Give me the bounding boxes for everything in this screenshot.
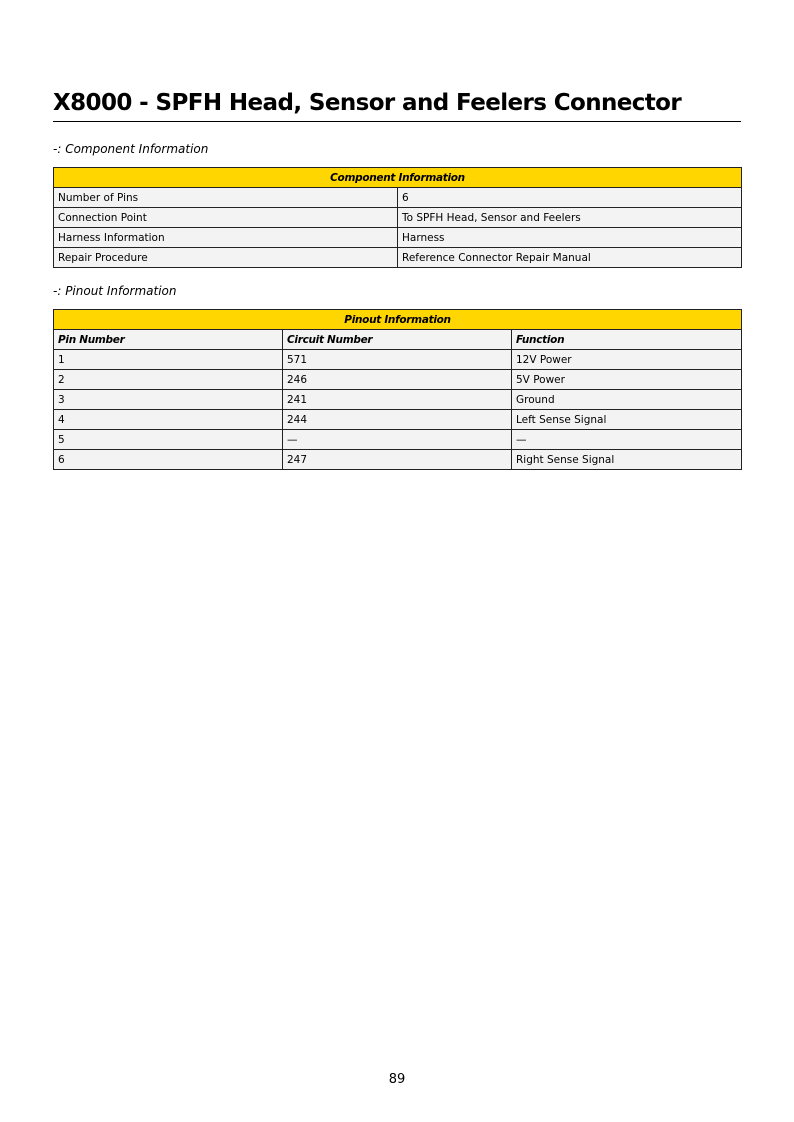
component-table-title: Component Information xyxy=(54,168,742,188)
table-row xyxy=(54,450,742,470)
component-section-label: -: Component Information xyxy=(53,142,209,156)
component-value: Reference Connector Repair Manual xyxy=(398,248,742,268)
pinout-column-header-row xyxy=(54,330,742,350)
component-key: Number of Pins xyxy=(54,188,398,208)
function-cell: 12V Power xyxy=(512,350,742,370)
table-row xyxy=(54,248,742,268)
component-table-header-row xyxy=(54,168,742,188)
pin-number-cell: 5 xyxy=(54,430,283,450)
pin-number-cell: 6 xyxy=(54,450,283,470)
circuit-number-cell: 247 xyxy=(283,450,512,470)
pinout-table-title: Pinout Information xyxy=(54,310,742,330)
component-key: Connection Point xyxy=(54,208,398,228)
function-cell: Ground xyxy=(512,390,742,410)
component-value: Harness xyxy=(398,228,742,248)
pin-number-cell: 4 xyxy=(54,410,283,430)
circuit-number-cell: 244 xyxy=(283,410,512,430)
component-key: Repair Procedure xyxy=(54,248,398,268)
column-header-circuit-number: Circuit Number xyxy=(283,330,512,350)
function-cell: — xyxy=(512,430,742,450)
pinout-section-label: -: Pinout Information xyxy=(53,284,177,298)
column-header-function: Function xyxy=(512,330,742,350)
function-cell: 5V Power xyxy=(512,370,742,390)
component-value: 6 xyxy=(398,188,742,208)
function-cell: Right Sense Signal xyxy=(512,450,742,470)
circuit-number-cell: 246 xyxy=(283,370,512,390)
pinout-info-table xyxy=(53,309,742,470)
pin-number-cell: 1 xyxy=(54,350,283,370)
table-row xyxy=(54,430,742,450)
page-number: 89 xyxy=(388,1072,406,1087)
table-row xyxy=(54,370,742,390)
table-row xyxy=(54,350,742,370)
component-info-table xyxy=(53,167,742,268)
function-cell: Left Sense Signal xyxy=(512,410,742,430)
table-row xyxy=(54,410,742,430)
circuit-number-cell: 571 xyxy=(283,350,512,370)
table-row xyxy=(54,390,742,410)
component-value: To SPFH Head, Sensor and Feelers xyxy=(398,208,742,228)
table-row xyxy=(54,188,742,208)
page-title: X8000 - SPFH Head, Sensor and Feelers Connector xyxy=(53,86,741,122)
circuit-number-cell: 241 xyxy=(283,390,512,410)
circuit-number-cell: — xyxy=(283,430,512,450)
table-row xyxy=(54,228,742,248)
table-row xyxy=(54,208,742,228)
pin-number-cell: 3 xyxy=(54,390,283,410)
pin-number-cell: 2 xyxy=(54,370,283,390)
column-header-pin-number: Pin Number xyxy=(54,330,283,350)
component-key: Harness Information xyxy=(54,228,398,248)
pinout-table-header-row xyxy=(54,310,742,330)
